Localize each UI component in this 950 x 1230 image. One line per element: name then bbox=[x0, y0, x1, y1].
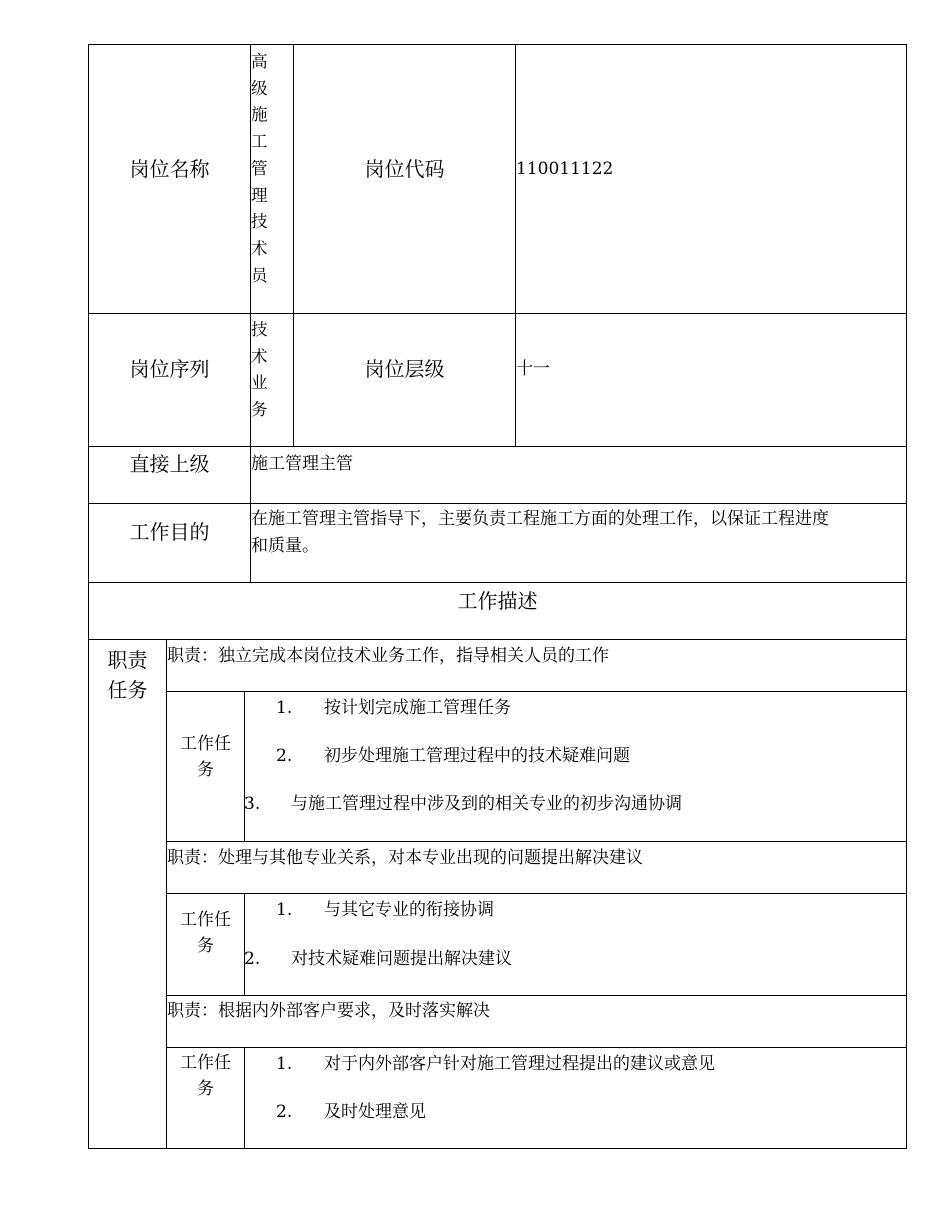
task-item: 1. 按计划完成施工管理任务 bbox=[276, 698, 511, 718]
divider bbox=[166, 995, 907, 996]
duty-text: 职责：根据内外部客户要求，及时落实解决 bbox=[167, 1001, 490, 1021]
duty-text: 职责：独立完成本岗位技术业务工作，指导相关人员的工作 bbox=[167, 646, 609, 666]
work-description-title: 工作描述 bbox=[457, 589, 538, 613]
divider bbox=[515, 44, 516, 447]
position-name-label: 岗位名称 bbox=[129, 157, 210, 181]
divider bbox=[88, 582, 907, 583]
supervisor-value: 施工管理主管 bbox=[251, 454, 353, 474]
position-code-value: 110011122 bbox=[516, 159, 614, 179]
position-series-value: 技 术 业 务 bbox=[251, 320, 268, 420]
divider bbox=[88, 313, 907, 314]
task-item: 1. 与其它专业的衔接协调 bbox=[276, 900, 494, 920]
purpose-value-line2: 和质量。 bbox=[251, 536, 319, 556]
position-name-value: 高 级 施 工 管 理 技 术 员 bbox=[251, 52, 268, 285]
border-bottom bbox=[88, 1148, 907, 1149]
duty-text: 职责：处理与其他专业关系，对本专业出现的问题提出解决建议 bbox=[167, 848, 643, 868]
divider bbox=[166, 841, 907, 842]
divider bbox=[244, 691, 245, 842]
task-item: 2. 对技术疑难问题提出解决建议 bbox=[244, 949, 512, 969]
border-top bbox=[88, 44, 907, 45]
position-series-label: 岗位序列 bbox=[129, 357, 210, 381]
position-level-value: 十一 bbox=[516, 359, 550, 379]
divider bbox=[166, 1047, 907, 1048]
task-item: 1. 对于内外部客户针对施工管理过程提出的建议或意见 bbox=[276, 1054, 715, 1074]
divider bbox=[166, 893, 907, 894]
divider bbox=[88, 639, 907, 640]
divider bbox=[88, 503, 907, 504]
task-item: 2. 及时处理意见 bbox=[276, 1102, 426, 1122]
task-item: 2. 初步处理施工管理过程中的技术疑难问题 bbox=[276, 746, 630, 766]
divider bbox=[293, 44, 294, 447]
position-code-label: 岗位代码 bbox=[364, 157, 445, 181]
divider bbox=[88, 446, 907, 447]
task-label: 工作任 务 bbox=[180, 1053, 231, 1099]
duty-label: 职责 任务 bbox=[107, 648, 148, 702]
divider bbox=[244, 1047, 245, 1149]
task-label: 工作任 务 bbox=[180, 734, 231, 780]
task-label: 工作任 务 bbox=[180, 910, 231, 956]
divider bbox=[166, 691, 907, 692]
purpose-value-line1: 在施工管理主管指导下，主要负责工程施工方面的处理工作，以保证工程进度 bbox=[251, 509, 829, 529]
position-level-label: 岗位层级 bbox=[364, 357, 445, 381]
border-right bbox=[906, 44, 907, 1149]
task-item: 3. 与施工管理过程中涉及到的相关专业的初步沟通协调 bbox=[244, 794, 682, 814]
divider bbox=[244, 893, 245, 996]
purpose-label: 工作目的 bbox=[129, 520, 210, 544]
supervisor-label: 直接上级 bbox=[129, 452, 210, 476]
